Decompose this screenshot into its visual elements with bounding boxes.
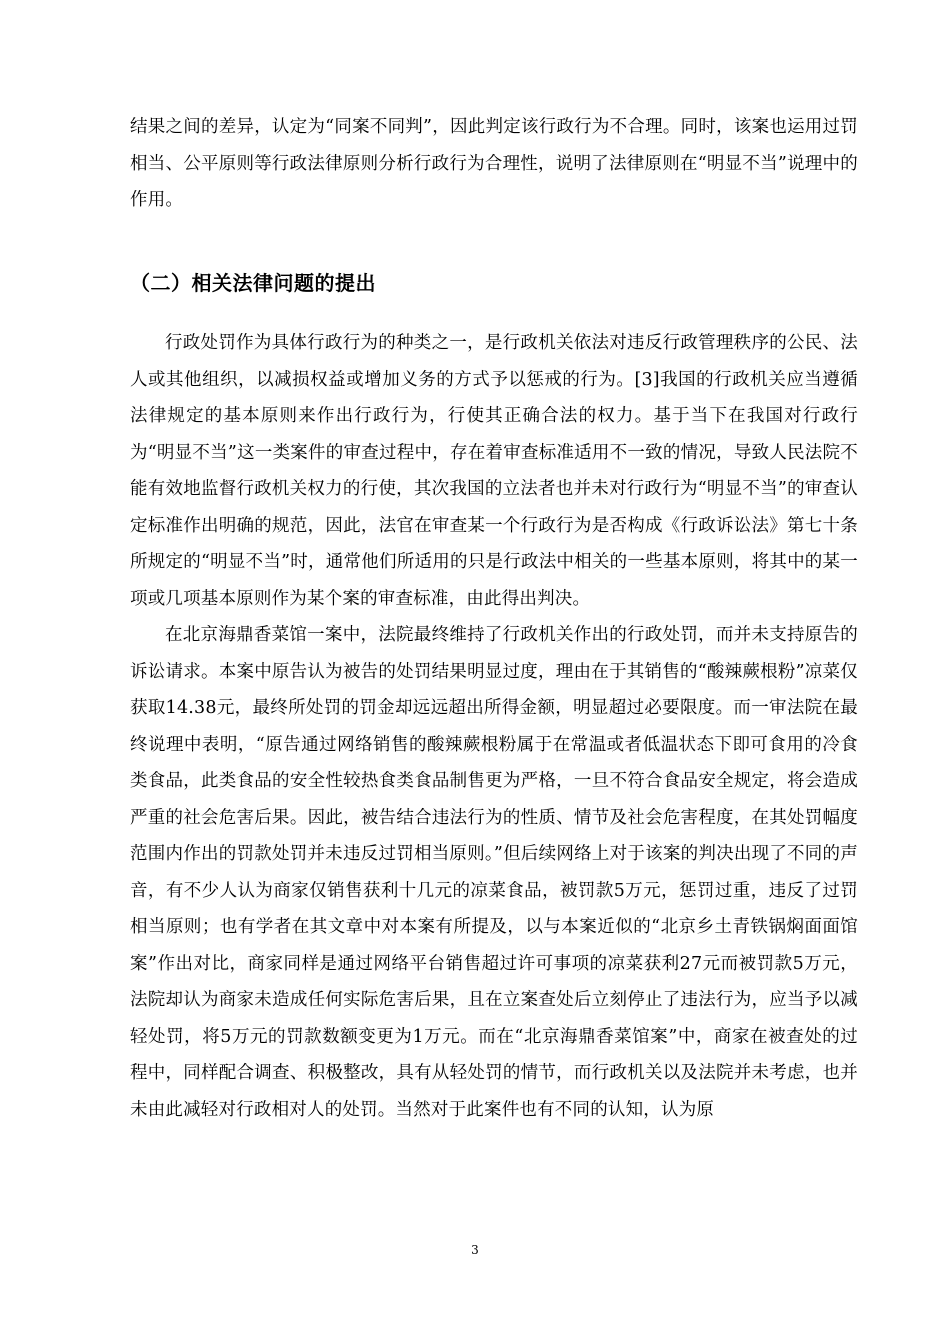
body-paragraph-administrative-penalty: 行政处罚作为具体行政行为的种类之一，是行政机关依法对违反行政管理秩序的公民、法人或其他组织，以减损权益或增加义务的方式予以惩戒的行为。[3]我国的行政机关应当遵循法律规定的基本原则来作出行政行为，行使其正确合法的权力。基于当下在我国对行政行为“明显不当”这一类案件的审查过程中，存在着审查标准适用不一致的情况，导致人民法院不能有效地监督行政机关权力的行使，其次我国的立法者也并未对行政行为“明显不当”的审查认定标准作出明确的规范，因此，法官在审查某一个行政行为是否构成《行政诉讼法》第七十条所规定的“明显不当”时，通常他们所适用的只是行政法中相关的一些基本原则，将其中的某一项或几项基本原则作为某个案的审查标准，由此得出判决。 — [130, 333, 858, 609]
section-heading: （二）相关法律问题的提出 — [130, 271, 376, 295]
lead-paragraph: 结果之间的差异，认定为“同案不同判”，因此判定该行政行为不合理。同时，该案也运用过罚相当、公平原则等行政法律原则分析行政行为合理性，说明了法律原则在“明显不当”说理中的作用。 — [130, 117, 858, 210]
body-text — [130, 325, 858, 1128]
page-number: 3 — [471, 1243, 479, 1257]
body-paragraph-haiding-case: 在北京海鼎香菜馆一案中，法院最终维持了行政机关作出的行政处罚，而并未支持原告的诉讼请求。本案中原告认为被告的处罚结果明显过度，理由在于其销售的“酸辣蕨根粉”凉菜仅获取14.38元，最终所处罚的罚金却远远超出所得金额，明显超过必要限度。而一审法院在最终说理中表明，“原告通过网络销售的酸辣蕨根粉属于在常温或者低温状态下即可食用的冷食类食品，此类食品的安全性较热食类食品制售更为严格，一旦不符合食品安全规定，将会造成严重的社会危害后果。因此，被告结合违法行为的性质、情节及社会危害程度，在其处罚幅度范围内作出的罚款处罚并未违反过罚相当原则。”但后续网络上对于该案的判决出现了不同的声音，有不少人认为商家仅销售获利十几元的凉菜食品，被罚款5万元，惩罚过重，违反了过罚相当原则；也有学者在其文章中对本案有所提及，以与本案近似的“北京乡土青铁锅焖面面馆案”作出对比，商家同样是通过网络平台销售超过许可事项的凉菜获利27元而被罚款5万元，法院却认为商家未造成任何实际危害后果，且在立案查处后立刻停止了违法行为，应当予以减轻处罚，将5万元的罚款数额变更为1万元。而在“北京海鼎香菜馆案”中，商家在被查处的过程中，同样配合调查、积极整改，具有从轻处罚的情节，而行政机关以及法院并未考虑，也并未由此减轻对行政相对人的处罚。当然对于此案件也有不同的认知，认为原 — [130, 625, 858, 1120]
